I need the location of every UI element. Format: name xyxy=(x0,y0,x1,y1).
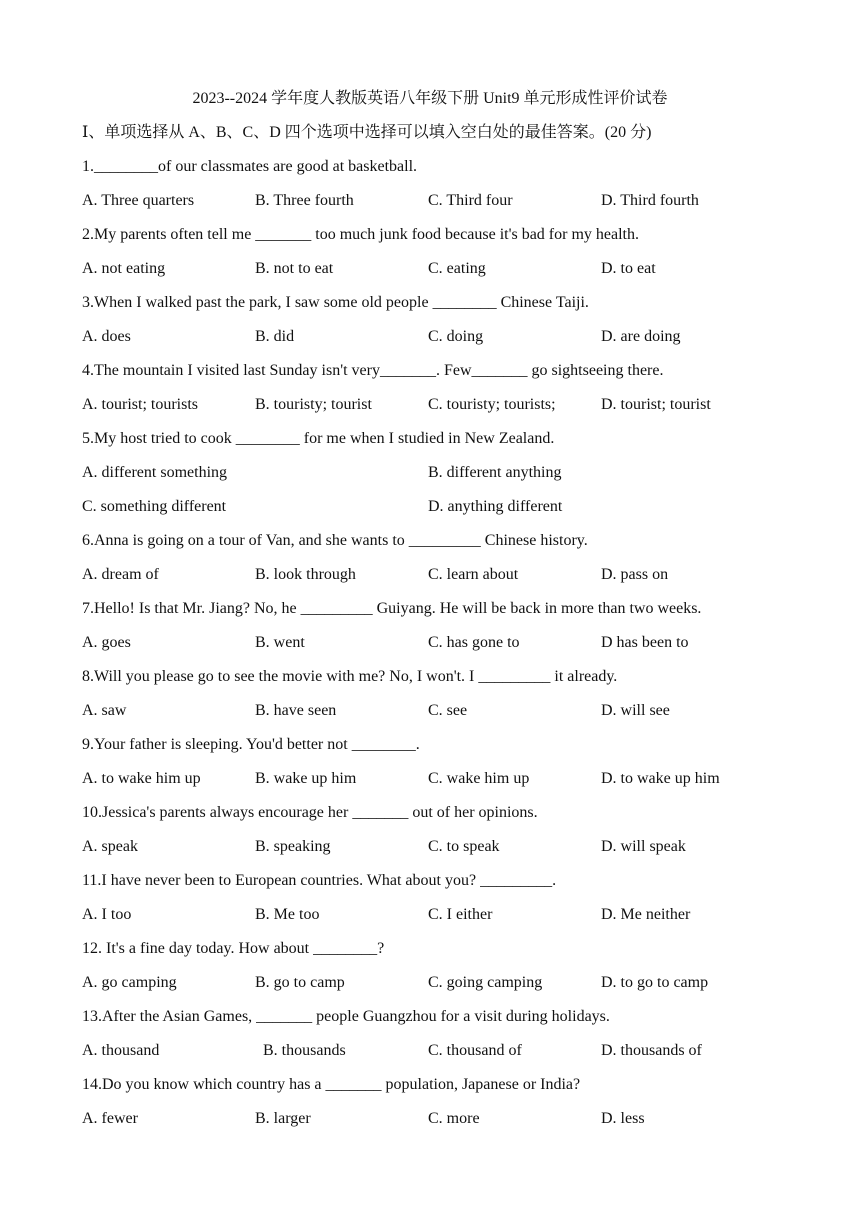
question-stem: 12. It's a fine day today. How about ________? xyxy=(82,940,385,957)
option-row xyxy=(82,904,842,938)
option-a: A. thousand xyxy=(82,1042,160,1059)
option-row xyxy=(82,632,842,666)
option-row xyxy=(82,496,842,530)
option-row xyxy=(82,258,842,292)
option-a: A. does xyxy=(82,328,131,345)
option-c: C. I either xyxy=(428,906,493,923)
option-c: C. doing xyxy=(428,328,484,345)
option-c: C. wake him up xyxy=(428,770,530,787)
option-row xyxy=(82,326,842,360)
option-d: D. to eat xyxy=(601,260,656,277)
option-b: B. have seen xyxy=(255,702,337,719)
option-d: D. to wake up him xyxy=(601,770,720,787)
option-c: C. has gone to xyxy=(428,634,520,651)
question-stem: 10.Jessica's parents always encourage her _______ out of her opinions. xyxy=(82,804,538,821)
option-b: B. wake up him xyxy=(255,770,357,787)
option-row xyxy=(82,394,842,428)
option-d: D. will speak xyxy=(601,838,686,855)
question-stem: 7.Hello! Is that Mr. Jiang? No, he _________ Guiyang. He will be back in more than two weeks. xyxy=(82,600,702,617)
option-c: C. see xyxy=(428,702,468,719)
option-a: A. different something xyxy=(82,464,228,481)
option-d: D. are doing xyxy=(601,328,681,345)
option-b: B. thousands xyxy=(263,1042,346,1059)
option-d: D. tourist; tourist xyxy=(601,396,711,413)
option-row xyxy=(82,1040,842,1074)
page-title: 2023--2024 学年度人教版英语八年级下册 Unit9 单元形成性评价试卷 xyxy=(192,90,668,107)
question-stem: 2.My parents often tell me _______ too much junk food because it's bad for my health. xyxy=(82,226,639,243)
option-a: A. speak xyxy=(82,838,138,855)
option-b: B. go to camp xyxy=(255,974,345,991)
option-row xyxy=(82,700,842,734)
option-d: D. less xyxy=(601,1110,645,1127)
option-a: A. dream of xyxy=(82,566,159,583)
section-heading: Ⅰ、单项选择从 A、B、C、D 四个选项中选择可以填入空白处的最佳答案。(20 分) xyxy=(82,124,652,141)
option-b: B. went xyxy=(255,634,305,651)
option-b: B. Me too xyxy=(255,906,320,923)
option-d: D. Third fourth xyxy=(601,192,699,209)
option-a: A. not eating xyxy=(82,260,166,277)
option-a: A. I too xyxy=(82,906,132,923)
option-c: C. to speak xyxy=(428,838,500,855)
option-a: A. fewer xyxy=(82,1110,138,1127)
option-d: D. thousands of xyxy=(601,1042,702,1059)
option-c: C. touristy; tourists; xyxy=(428,396,556,413)
option-row xyxy=(82,768,842,802)
option-b: B. touristy; tourist xyxy=(255,396,372,413)
option-row xyxy=(82,972,842,1006)
question-stem: 1.________of our classmates are good at basketball. xyxy=(82,158,418,175)
option-b: B. not to eat xyxy=(255,260,334,277)
option-row xyxy=(82,462,842,496)
option-b: B. speaking xyxy=(255,838,331,855)
option-c: C. more xyxy=(428,1110,480,1127)
option-d: D. pass on xyxy=(601,566,669,583)
question-stem: 9.Your father is sleeping. You'd better not ________. xyxy=(82,736,420,753)
question-stem: 5.My host tried to cook ________ for me when I studied in New Zealand. xyxy=(82,430,555,447)
option-row xyxy=(82,1108,842,1142)
option-b: B. look through xyxy=(255,566,356,583)
option-row xyxy=(82,190,842,224)
option-b: B. did xyxy=(255,328,295,345)
question-stem: 3.When I walked past the park, I saw some old people ________ Chinese Taiji. xyxy=(82,294,589,311)
option-a: A. go camping xyxy=(82,974,177,991)
question-stem: 8.Will you please go to see the movie with me? No, I won't. I _________ it already. xyxy=(82,668,618,685)
option-c: C. thousand of xyxy=(428,1042,522,1059)
option-row xyxy=(82,564,842,598)
option-b: B. different anything xyxy=(428,464,562,481)
option-b: B. Three fourth xyxy=(255,192,354,209)
option-c: C. eating xyxy=(428,260,486,277)
question-stem: 4.The mountain I visited last Sunday isn't very_______. Few_______ go sightseeing there. xyxy=(82,362,664,379)
option-b: B. larger xyxy=(255,1110,311,1127)
question-stem: 14.Do you know which country has a _______ population, Japanese or India? xyxy=(82,1076,581,1093)
option-c: C. learn about xyxy=(428,566,519,583)
option-a: A. Three quarters xyxy=(82,192,195,209)
option-a: A. tourist; tourists xyxy=(82,396,199,413)
option-a: A. to wake him up xyxy=(82,770,201,787)
question-stem: 6.Anna is going on a tour of Van, and she wants to _________ Chinese history. xyxy=(82,532,588,549)
option-c: C. something different xyxy=(82,498,227,515)
option-d: D. will see xyxy=(601,702,670,719)
option-d: D. anything different xyxy=(428,498,563,515)
option-a: A. goes xyxy=(82,634,131,651)
option-a: A. saw xyxy=(82,702,127,719)
option-d: D. Me neither xyxy=(601,906,691,923)
option-d: D. to go to camp xyxy=(601,974,709,991)
option-row xyxy=(82,836,842,870)
question-stem: 13.After the Asian Games, _______ people Guangzhou for a visit during holidays. xyxy=(82,1008,610,1025)
question-stem: 11.I have never been to European countries. What about you? _________. xyxy=(82,872,557,889)
question-list xyxy=(82,156,842,1142)
option-d: D has been to xyxy=(601,634,689,651)
option-c: C. Third four xyxy=(428,192,513,209)
option-c: C. going camping xyxy=(428,974,543,991)
